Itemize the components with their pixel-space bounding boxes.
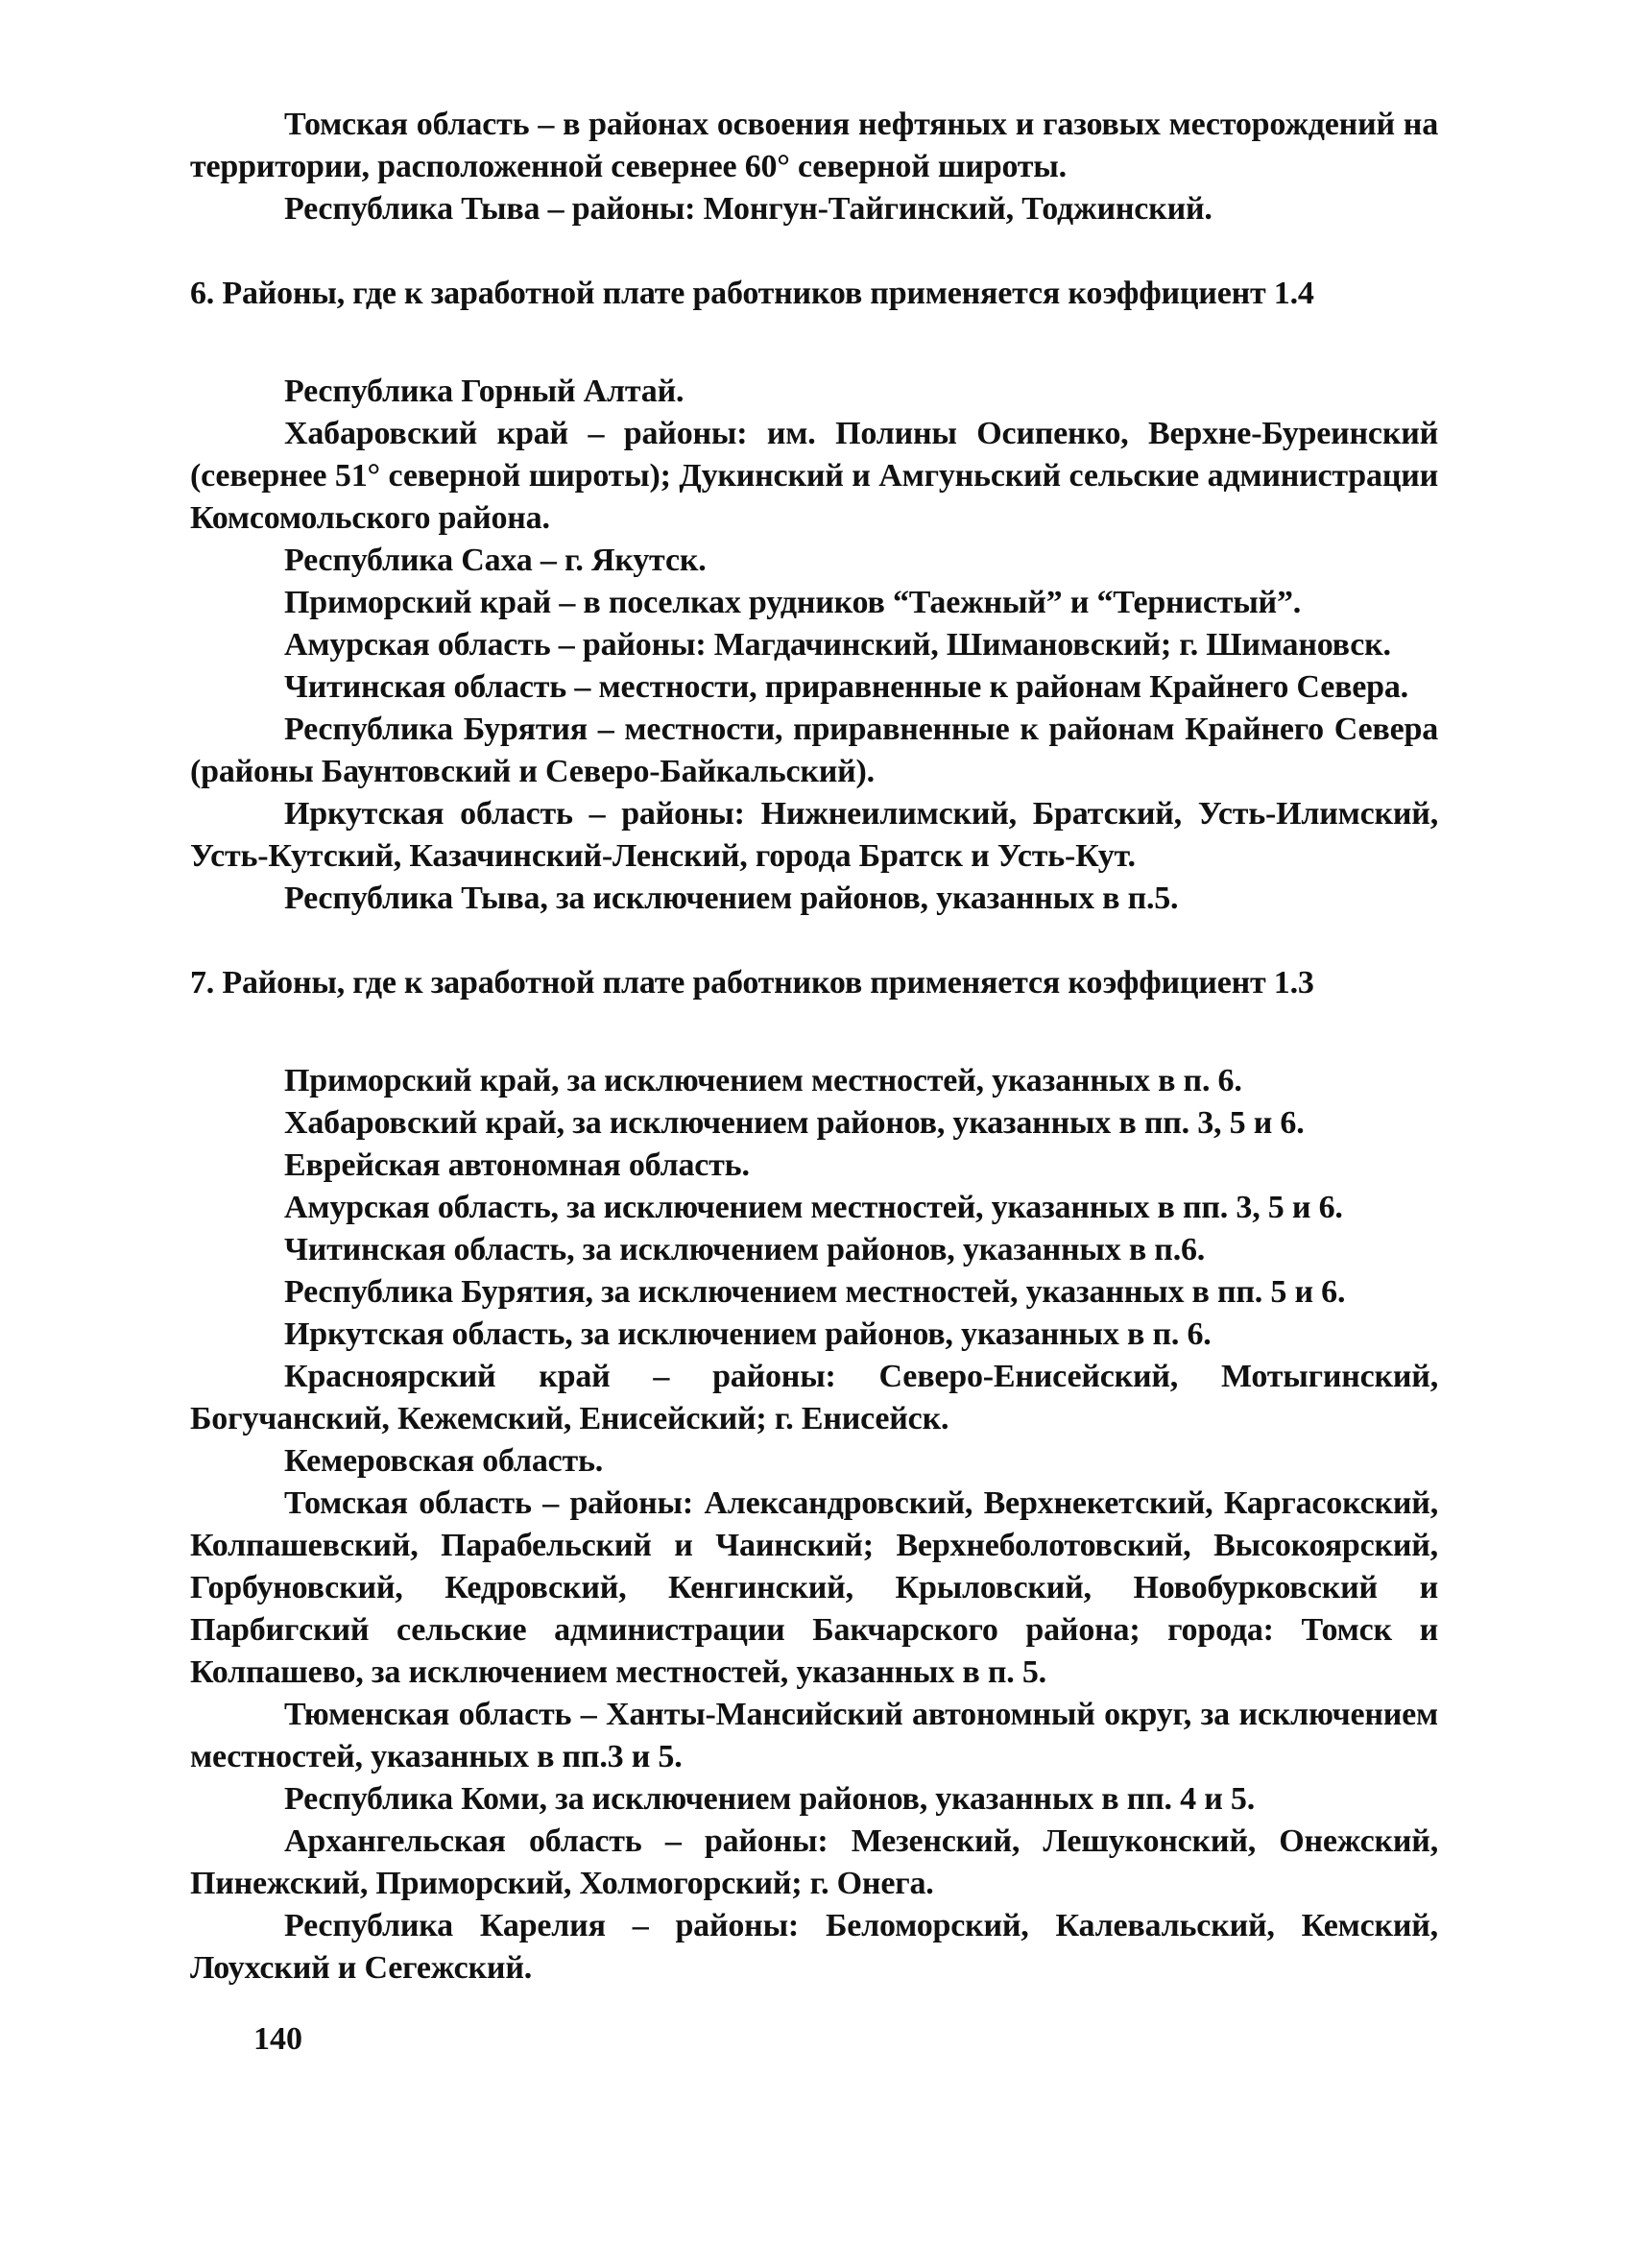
page-number: 140 <box>253 2021 302 2057</box>
s7-item: Республика Коми, за исключением районов, указанных в пп. 4 и 5. <box>284 1781 1256 1817</box>
s7-item: Республика Бурятия, за исключением местностей, указанных в пп. 5 и 6. <box>284 1274 1346 1310</box>
s6-item: Республика Тыва, за исключением районов, указанных в п.5. <box>284 881 1179 916</box>
s7-item: Тюменская область – Ханты-Мансийский автономный округ, за исключением местностей, указанных в пп.3 и 5. <box>190 1697 1438 1774</box>
s7-item: Еврейская автономная область. <box>284 1147 750 1183</box>
document-page <box>190 104 1438 1990</box>
s6-item: Республика Бурятия – местности, приравненные к районам Крайнего Севера (районы Баунтовский и Северо-Байкальский). <box>190 712 1438 789</box>
s7-item: Красноярский край – районы: Северо-Енисейский, Мотыгинский, Богучанский, Кежемский, Енисейский; г. Енисейск. <box>190 1359 1438 1436</box>
s7-item: Кемеровская область. <box>284 1443 604 1479</box>
s7-item: Республика Карелия – районы: Беломорский, Калевальский, Кемский, Лоухский и Сегежский. <box>190 1908 1438 1986</box>
paragraph-tomsk-oil: Томская область – в районах освоения нефтяных и газовых месторождений на территории, расположенной севернее 60° северной широты. <box>190 107 1438 184</box>
s6-item: Республика Саха – г. Якутск. <box>284 543 707 578</box>
s7-item: Читинская область, за исключением районов, указанных в п.6. <box>284 1232 1206 1267</box>
section-6-heading: 6. Районы, где к заработной плате работников применяется коэффициент 1.4 <box>190 276 1314 311</box>
s6-item: Хабаровский край – районы: им. Полины Осипенко, Верхне-Буреинский (севернее 51° северной широты); Дукинский и Амгуньский сельские администрации Комсомольского района. <box>190 416 1438 536</box>
s6-item: Республика Горный Алтай. <box>284 374 684 409</box>
section-7-heading: 7. Районы, где к заработной плате работников применяется коэффициент 1.3 <box>190 965 1314 1001</box>
s6-item: Иркутская область – районы: Нижнеилимский, Братский, Усть-Илимский, Усть-Кутский, Казачинский-Ленский, города Братск и Усть-Кут. <box>190 796 1438 874</box>
s7-item: Иркутская область, за исключением районов, указанных в п. 6. <box>284 1316 1212 1352</box>
s7-item: Амурская область, за исключением местностей, указанных в пп. 3, 5 и 6. <box>284 1190 1343 1225</box>
s7-item: Приморский край, за исключением местностей, указанных в п. 6. <box>284 1063 1242 1098</box>
s7-item: Хабаровский край, за исключением районов, указанных в пп. 3, 5 и 6. <box>284 1105 1305 1141</box>
s6-item: Приморский край – в поселках рудников “Таежный” и “Тернистый”. <box>284 585 1302 620</box>
s6-item: Читинская область – местности, приравненные к районам Крайнего Севера. <box>284 669 1408 705</box>
s7-item: Архангельская область – районы: Мезенский, Лешуконский, Онежский, Пинежский, Приморский, Холмогорский; г. Онега. <box>190 1823 1438 1901</box>
s7-item: Томская область – районы: Александровский, Верхнекетский, Каргасокский, Колпашевский, Парабельский и Чаинский; Верхнеболотовский, Высокоярский, Горбуновский, Кедровский, Кенгинский, Крыловский, Новобурковский и Парбигский сельские администрации Бакчарского района; города: Томск и Колпашево, за исключением местностей, указанных в п. 5. <box>190 1485 1438 1690</box>
s6-item: Амурская область – районы: Магдачинский, Шимановский; г. Шимановск. <box>284 627 1391 663</box>
paragraph-tyva-districts: Республика Тыва – районы: Монгун-Тайгинский, Тоджинский. <box>284 191 1213 227</box>
